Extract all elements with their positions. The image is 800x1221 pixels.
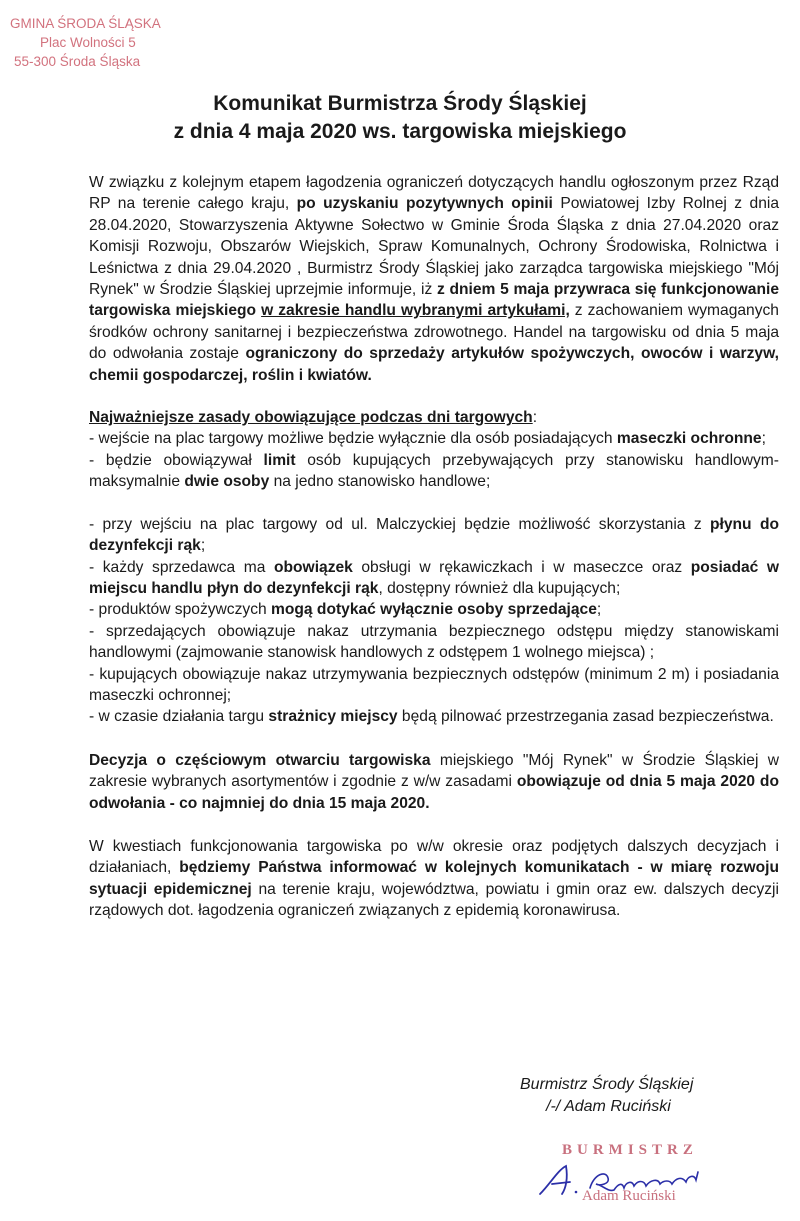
intro-paragraph xyxy=(89,172,779,386)
further-info-text-2: na terenie kraju, województwa, powiatu i gmin oraz ew. dalszych decyzji rządowych dot. łagodzenia ograniczeń związanych z epidemią koronawirusa. xyxy=(89,880,779,920)
rule-food-touch xyxy=(89,599,779,620)
rule-disinfectant-text: - przy wejściu na plac targowy od ul. Malczyckiej będzie możliwość skorzystania z xyxy=(89,515,710,533)
rule-seller-distance: - sprzedających obowiązuje nakaz utrzymania bezpiecznego odstępu między stanowiskami handlowymi (zajmowanie stanowisk handlowych z odstępem 1 wolnego miejsca) ; xyxy=(89,622,779,662)
signature-name: /-/ Adam Ruciński xyxy=(546,1098,671,1115)
signature-block xyxy=(520,1074,693,1118)
mayor-stamp-name: Adam Ruciński xyxy=(582,1188,676,1204)
intro-bold-1: po uzyskaniu pozytywnych opinii xyxy=(296,195,553,213)
rule-seller-bold-1: obowiązek xyxy=(273,558,353,576)
rule-buyer-distance: - kupujących obowiązuje nakaz utrzymywania bezpiecznych odstępów (minimum 2 m) i posiadania maseczki ochronnej; xyxy=(89,665,779,704)
intro-text-3: z zachowaniem wymaganych środków ochrony sanitarnej i bezpieczeństwa zdrowotnego. Handel na targowisku od dnia 5 maja do odwołania zostaje xyxy=(89,302,779,363)
rule-food-bold: mogą dotykać wyłącznie osoby sprzedające xyxy=(271,601,597,619)
mayor-stamp xyxy=(520,1140,750,1215)
stamp-line-name: GMINA ŚRODA ŚLĄSKA xyxy=(10,16,161,31)
decision-bold-1: Decyzja o częściowym otwarciu targowiska xyxy=(89,751,431,769)
title-line-2: z dnia 4 maja 2020 ws. targowiska miejskiego xyxy=(173,120,627,143)
rule-seller-text-3: , dostępny również dla kupujących; xyxy=(378,579,621,597)
title-line-1: Komunikat Burmistrza Środy Śląskiej xyxy=(213,92,587,115)
rule-food-end: ; xyxy=(596,601,602,619)
rule-disinfectant xyxy=(89,514,779,557)
signature-title: Burmistrz Środy Śląskiej xyxy=(520,1076,694,1093)
stamp-line-street: Plac Wolności 5 xyxy=(40,35,136,50)
decision-bold-2: obowiązuje od dnia 5 maja 2020 do odwołania - co najmniej do dnia 15 maja 2020. xyxy=(89,773,779,812)
rule-food-text: - produktów spożywczych xyxy=(89,601,271,619)
intro-bold-underlined: w zakresie handlu wybranymi artykułami, xyxy=(261,302,570,320)
rule-guards-text-2: będą pilnować przestrzegania zasad bezpieczeństwa. xyxy=(397,708,774,726)
rule-masks-bold: maseczki ochronne xyxy=(616,430,762,448)
document-body xyxy=(89,172,779,922)
rule-seller-bold-2: posiadać w miejscu handlu płyn do dezynfekcji rąk xyxy=(89,558,780,597)
rule-seller-duty xyxy=(89,557,779,600)
rule-seller-text-1: - każdy sprzedawca ma xyxy=(89,558,274,576)
rule-masks-end: ; xyxy=(761,430,766,448)
decision-text: miejskiego "Mój Rynek" w Środzie Śląskiej w zakresie wybranych asortymentów i zgodnie z w/w zasadami xyxy=(89,751,779,791)
rules-heading-colon: : xyxy=(532,409,538,427)
rule-limit-bold-1: limit xyxy=(263,451,296,469)
further-info-bold: będziemy Państwa informować w kolejnych komunikatach - w miarę rozwoju sytuacji epidemicznej xyxy=(89,859,779,898)
intro-text-2: Powiatowej Izby Rolnej z dnia 28.04.2020, Stowarzyszenia Aktywne Sołectwo w Gminie Środa Śląska z dnia 27.04.2020 oraz Komisji Rozwoju, Obszarów Wiejskich, Spraw Komunalnych, Ochrony Środowiska, Rolnictwa i Leśnictwa z dnia 29.04.2020 , Burmistrz Środy Śląskiej jako zarządca targowiska miejskiego "Mój Rynek" w Środzie Śląskiej uprzejmie informuje, iż xyxy=(89,195,780,299)
intro-bold-3: ograniczony do sprzedaży artykułów spożywczych, owoców i warzyw, chemii gospodarczej, roślin i kwiatów. xyxy=(89,345,779,384)
rule-limit-text-2: osób kupujących przebywających przy stanowisku handlowym- maksymalnie xyxy=(89,451,779,491)
rule-limit-text-1: - będzie obowiązywał xyxy=(89,451,264,469)
rule-guards-text-1: - w czasie działania targu xyxy=(89,708,269,726)
rule-masks-text: - wejście na plac targowy możliwe będzie wyłącznie dla osób posiadających xyxy=(89,430,617,448)
intro-bold-2: z dniem 5 maja przywraca się funkcjonowanie targowiska miejskiego xyxy=(89,281,779,320)
mayor-stamp-title: BURMISTRZ xyxy=(562,1142,698,1158)
stamp-line-city: 55-300 Środa Śląska xyxy=(14,54,141,69)
rule-limit-bold-2: dwie osoby xyxy=(184,473,270,491)
rule-guards xyxy=(89,706,779,727)
intro-text-1: W związku z kolejnym etapem łagodzenia ograniczeń dotyczących handlu ogłoszonym przez Rząd RP na terenie całego kraju, xyxy=(89,174,779,213)
rule-limit xyxy=(89,450,779,493)
rules-heading-text: Najważniejsze zasady obowiązujące podczas dni targowych xyxy=(89,409,533,427)
municipality-stamp xyxy=(10,14,161,71)
rule-masks xyxy=(89,428,779,449)
rule-limit-text-3: na jedno stanowisko handlowe; xyxy=(269,473,491,491)
decision-paragraph xyxy=(89,750,779,814)
further-info-text-1: W kwestiach funkcjonowania targowiska po w/w okresie oraz podjętych dalszych decyzjach i działaniach, xyxy=(89,837,779,877)
rule-seller-text-2: obsługi w rękawiczkach i w maseczce oraz xyxy=(352,558,691,576)
rule-disinfectant-bold: płynu do dezynfekcji rąk xyxy=(89,515,780,555)
rule-disinfectant-end: ; xyxy=(200,537,206,555)
rules-heading xyxy=(89,407,779,428)
further-info-paragraph xyxy=(89,836,779,922)
rule-guards-bold: strażnicy miejscy xyxy=(268,708,398,726)
document-title xyxy=(0,90,800,146)
